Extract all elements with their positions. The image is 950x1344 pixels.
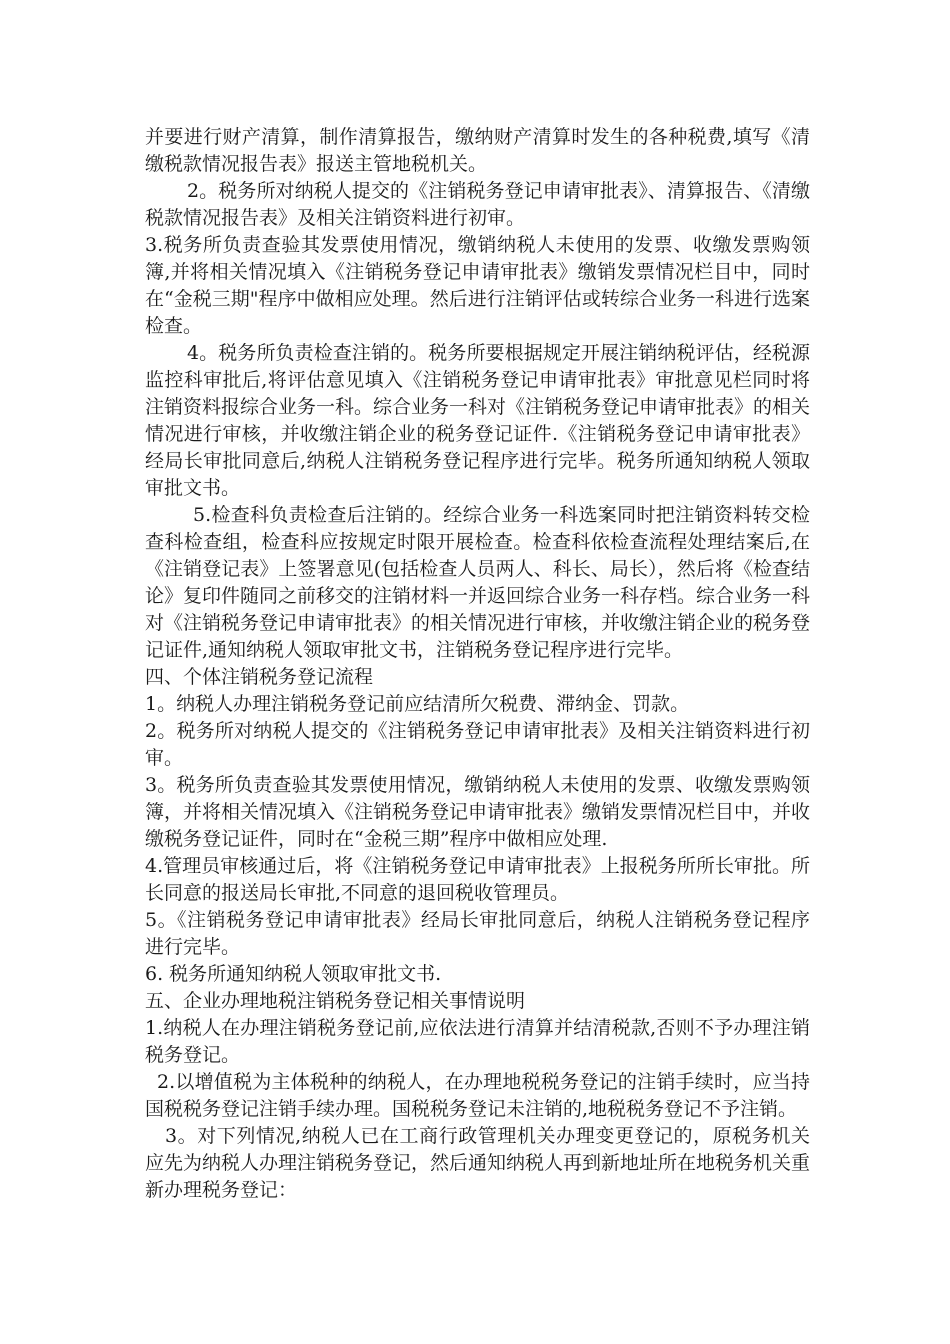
paragraph-step-3: 3.税务所负责查验其发票使用情况，缴销纳税人未使用的发票、收缴发票购领簿,并将相关情况填入《注销税务登记申请审批表》缴销发票情况栏目中，同时在“金税三期"程序中做相应处理。然后进行注销评估或转综合业务一科进行选案检查。 [145,234,810,337]
paragraph-note-2: 2.以增值税为主体税种的纳税人，在办理地税税务登记的注销手续时，应当持国税税务登记注销手续办理。国税税务登记未注销的,地税税务登记不予注销。 [145,1071,810,1120]
paragraph-individual-4: 4.管理员审核通过后，将《注销税务登记申请审批表》上报税务所所长审批。所长同意的报送局长审批,不同意的退回税收管理员。 [145,855,810,904]
section-heading-notes: 五、企业办理地税注销税务登记相关事情说明 [145,990,526,1012]
paragraph-individual-6: 6. 税务所通知纳税人领取审批文书. [145,963,442,985]
paragraph-individual-1: 1。纳税人办理注销税务登记前应结清所欠税费、滞纳金、罚款。 [145,693,690,715]
paragraph-step-2: 2。税务所对纳税人提交的《注销税务登记申请审批表》、清算报告、《清缴税款情况报告表》及相关注销资料进行初审。 [145,180,810,229]
paragraph-clearance: 并要进行财产清算，制作清算报告，缴纳财产清算时发生的各种税费,填写《清缴税款情况报告表》报送主管地税机关。 [145,126,810,175]
section-heading-individual: 四、个体注销税务登记流程 [145,666,374,688]
paragraph-individual-5: 5。《注销税务登记申请审批表》经局长审批同意后，纳税人注销税务登记程序进行完毕。 [145,909,810,958]
paragraph-individual-2: 2。税务所对纳税人提交的《注销税务登记申请审批表》及相关注销资料进行初审。 [145,720,810,769]
paragraph-note-3: 3。对下列情况,纳税人已在工商行政管理机关办理变更登记的，原税务机关应先为纳税人办理注销税务登记，然后通知纳税人再到新地址所在地税务机关重新办理税务登记： [145,1125,811,1201]
paragraph-step-4: 4。税务所负责检查注销的。税务所要根据规定开展注销纳税评估，经税源监控科审批后,将评估意见填入《注销税务登记申请审批表》审批意见栏同时将注销资料报综合业务一科。综合业务一科对《注销税务登记申请审批表》的相关情况进行审核，并收缴注销企业的税务登记证件.《注销税务登记申请审批表》经局长审批同意后,纳税人注销税务登记程序进行完毕。税务所通知纳税人领取审批文书。 [145,342,811,499]
document-body [145,124,810,1204]
paragraph-step-5: 5.检查科负责检查后注销的。经综合业务一科选案同时把注销资料转交检查科检查组，检查科应按规定时限开展检查。检查科依检查流程处理结案后,在《注销登记表》上签署意见(包括检查人员两人、科长、局长），然后将《检查结论》复印件随同之前移交的注销材料一并返回综合业务一科存档。综合业务一科对《注销税务登记申请审批表》的相关情况进行审核，并收缴注销企业的税务登记证件,通知纳税人领取审批文书，注销税务登记程序进行完毕。 [145,504,811,661]
paragraph-individual-3: 3。税务所负责查验其发票使用情况，缴销纳税人未使用的发票、收缴发票购领簿，并将相关情况填入《注销税务登记申请审批表》缴销发票情况栏目中，并收缴税务登记证件，同时在“金税三期”程序中做相应处理. [145,774,811,850]
paragraph-note-1: 1.纳税人在办理注销税务登记前,应依法进行清算并结清税款,否则不予办理注销税务登记。 [145,1017,810,1066]
